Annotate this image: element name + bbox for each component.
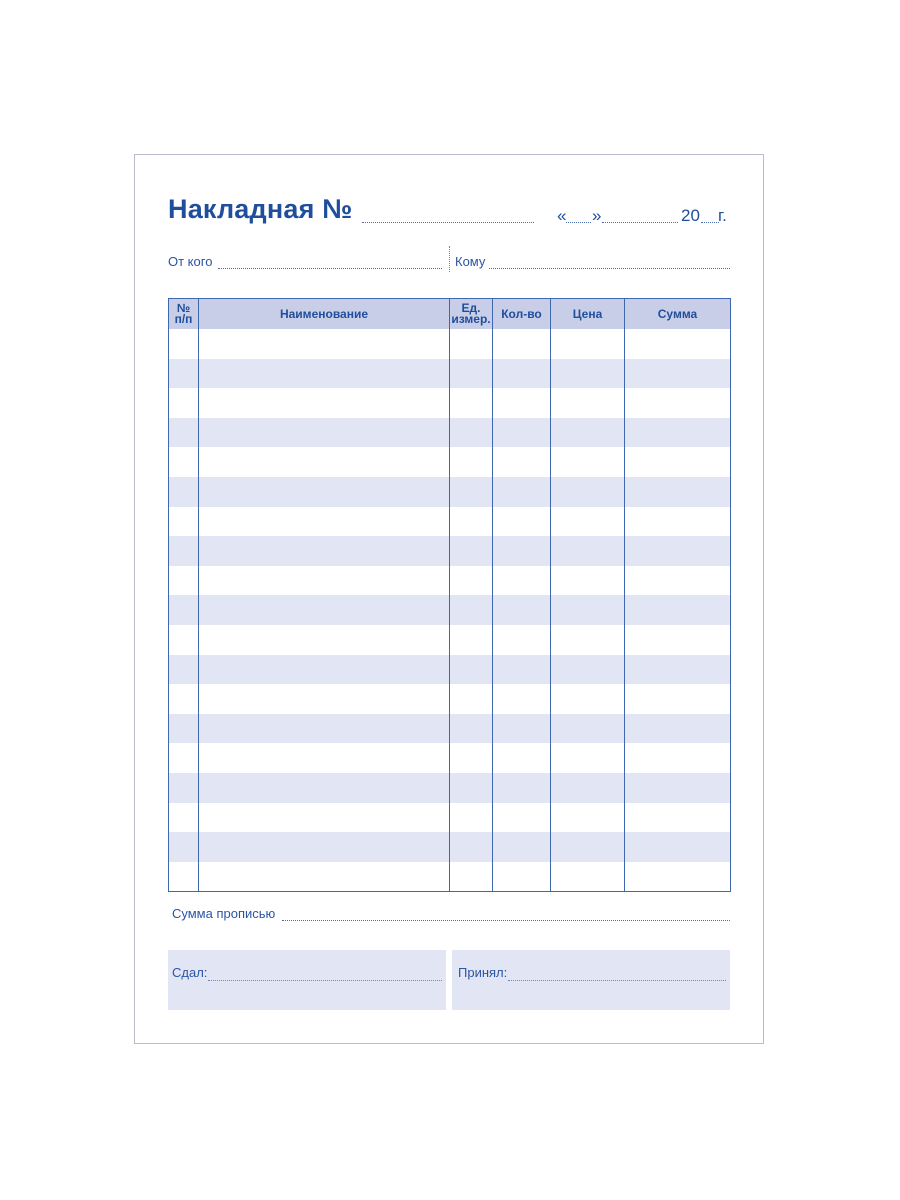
cell-name[interactable] [199,684,450,714]
cell-qty[interactable] [493,507,551,537]
cell-num[interactable] [169,862,199,892]
cell-num[interactable] [169,625,199,655]
cell-qty[interactable] [493,803,551,833]
cell-num[interactable] [169,418,199,448]
table-row [169,625,731,655]
header-unit [450,299,493,330]
cell-price[interactable] [551,684,625,714]
from-to-divider [449,246,450,272]
handed-signature-field[interactable] [208,980,442,981]
cell-qty[interactable] [493,595,551,625]
cell-qty[interactable] [493,359,551,389]
cell-num[interactable] [169,477,199,507]
header-name: Наименование [199,299,450,330]
cell-name[interactable] [199,803,450,833]
cell-price[interactable] [551,862,625,892]
cell-num[interactable] [169,359,199,389]
cell-name[interactable] [199,507,450,537]
cell-price[interactable] [551,447,625,477]
cell-num[interactable] [169,803,199,833]
cell-unit[interactable] [450,625,493,655]
cell-price[interactable] [551,832,625,862]
header-unit-line1: Ед. [461,301,481,315]
cell-name[interactable] [199,595,450,625]
cell-price[interactable] [551,536,625,566]
cell-sum[interactable] [625,477,731,507]
received-box [452,950,730,1010]
header-qty: Кол-во [493,299,551,330]
cell-unit[interactable] [450,714,493,744]
table-row [169,388,731,418]
cell-unit[interactable] [450,507,493,537]
from-label: От кого [168,254,213,269]
cell-name[interactable] [199,477,450,507]
cell-qty[interactable] [493,447,551,477]
cell-qty[interactable] [493,566,551,596]
header-num [169,299,199,330]
cell-num[interactable] [169,684,199,714]
table-row [169,329,731,359]
cell-price[interactable] [551,595,625,625]
cell-price[interactable] [551,655,625,685]
cell-qty[interactable] [493,625,551,655]
cell-qty[interactable] [493,477,551,507]
cell-sum[interactable] [625,536,731,566]
cell-name[interactable] [199,329,450,359]
cell-unit[interactable] [450,359,493,389]
cell-unit[interactable] [450,595,493,625]
header-price: Цена [551,299,625,330]
cell-name[interactable] [199,536,450,566]
cell-sum[interactable] [625,803,731,833]
header-sum: Сумма [625,299,731,330]
header-num-line2: п/п [174,312,193,326]
cell-qty[interactable] [493,773,551,803]
invoice-title: Накладная № [168,194,353,224]
cell-qty[interactable] [493,743,551,773]
cell-num[interactable] [169,388,199,418]
cell-price[interactable] [551,418,625,448]
cell-qty[interactable] [493,832,551,862]
cell-price[interactable] [551,329,625,359]
table-row [169,803,731,833]
cell-num[interactable] [169,507,199,537]
cell-qty[interactable] [493,714,551,744]
header-num-line1: № [176,301,191,315]
cell-num[interactable] [169,655,199,685]
date-month-field[interactable] [602,222,678,223]
table-row [169,655,731,685]
received-signature-field[interactable] [508,980,726,981]
table-row [169,832,731,862]
cell-sum[interactable] [625,566,731,596]
cell-num[interactable] [169,566,199,596]
to-field[interactable] [489,268,730,269]
invoice-number-field[interactable] [362,222,534,223]
cell-sum[interactable] [625,625,731,655]
goods-table [168,298,731,892]
date-day-field[interactable] [566,222,591,223]
cell-qty[interactable] [493,655,551,685]
cell-num[interactable] [169,773,199,803]
cell-qty[interactable] [493,329,551,359]
cell-unit[interactable] [450,447,493,477]
cell-price[interactable] [551,507,625,537]
cell-num[interactable] [169,536,199,566]
table-row [169,536,731,566]
cell-sum[interactable] [625,655,731,685]
cell-unit[interactable] [450,655,493,685]
cell-unit[interactable] [450,329,493,359]
header-unit-line2: измер. [451,312,491,326]
cell-sum[interactable] [625,773,731,803]
handed-box [168,950,446,1010]
cell-name[interactable] [199,625,450,655]
cell-name[interactable] [199,418,450,448]
cell-name[interactable] [199,447,450,477]
cell-sum[interactable] [625,714,731,744]
cell-name[interactable] [199,773,450,803]
cell-sum[interactable] [625,359,731,389]
cell-name[interactable] [199,862,450,892]
cell-unit[interactable] [450,477,493,507]
cell-unit[interactable] [450,773,493,803]
cell-unit[interactable] [450,388,493,418]
cell-name[interactable] [199,714,450,744]
cell-unit[interactable] [450,743,493,773]
cell-unit[interactable] [450,536,493,566]
cell-sum[interactable] [625,862,731,892]
cell-price[interactable] [551,803,625,833]
cell-qty[interactable] [493,536,551,566]
table-row [169,477,731,507]
table-row [169,447,731,477]
table-row [169,507,731,537]
cell-unit[interactable] [450,862,493,892]
received-label: Принял: [458,965,508,980]
cell-name[interactable] [199,566,450,596]
from-field[interactable] [218,268,442,269]
cell-sum[interactable] [625,447,731,477]
date-year-suffix: г. [718,206,727,225]
table-row [169,566,731,596]
cell-price[interactable] [551,477,625,507]
cell-sum[interactable] [625,832,731,862]
table-header-row [169,299,731,330]
handed-label: Сдал: [172,965,208,980]
cell-price[interactable] [551,359,625,389]
table-row [169,714,731,744]
cell-sum[interactable] [625,595,731,625]
date-close-quote: » [592,206,602,225]
cell-num[interactable] [169,595,199,625]
table-row [169,773,731,803]
cell-unit[interactable] [450,566,493,596]
table-row [169,684,731,714]
date-open-quote: « [557,206,567,225]
sum-in-words-field[interactable] [282,920,730,921]
table-row [169,359,731,389]
table-row [169,862,731,892]
cell-num[interactable] [169,743,199,773]
to-label: Кому [455,254,486,269]
cell-sum[interactable] [625,684,731,714]
cell-name[interactable] [199,743,450,773]
cell-sum[interactable] [625,329,731,359]
cell-unit[interactable] [450,684,493,714]
cell-price[interactable] [551,773,625,803]
cell-name[interactable] [199,655,450,685]
date-year-field[interactable] [701,222,719,223]
cell-sum[interactable] [625,418,731,448]
cell-num[interactable] [169,329,199,359]
cell-price[interactable] [551,388,625,418]
date-year-prefix: 20 [681,206,700,225]
cell-price[interactable] [551,625,625,655]
table-row [169,595,731,625]
cell-num[interactable] [169,447,199,477]
cell-sum[interactable] [625,388,731,418]
cell-num[interactable] [169,714,199,744]
cell-unit[interactable] [450,418,493,448]
cell-price[interactable] [551,566,625,596]
goods-table-body [169,329,731,892]
cell-name[interactable] [199,359,450,389]
cell-num[interactable] [169,832,199,862]
sum-in-words-label: Сумма прописью [172,906,276,921]
cell-name[interactable] [199,388,450,418]
cell-sum[interactable] [625,743,731,773]
cell-qty[interactable] [493,418,551,448]
cell-qty[interactable] [493,388,551,418]
cell-sum[interactable] [625,507,731,537]
cell-qty[interactable] [493,862,551,892]
table-row [169,418,731,448]
cell-price[interactable] [551,743,625,773]
cell-unit[interactable] [450,803,493,833]
table-row [169,743,731,773]
cell-unit[interactable] [450,832,493,862]
cell-name[interactable] [199,832,450,862]
cell-price[interactable] [551,714,625,744]
cell-qty[interactable] [493,684,551,714]
